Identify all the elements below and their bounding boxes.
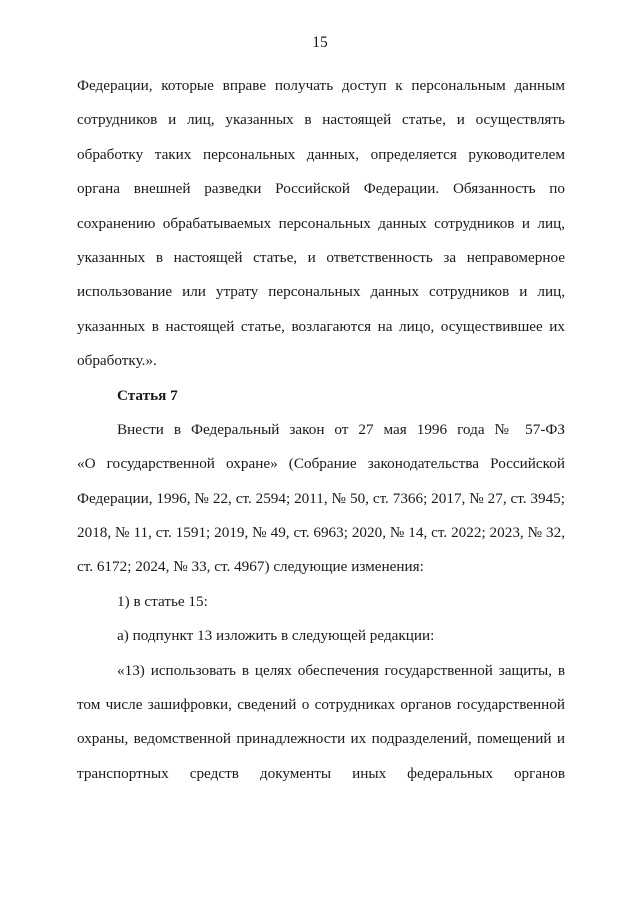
text-line: охраны, ведомственной принадлежности их подразделений, помещений и [77,730,565,748]
document-body [77,69,565,791]
text-line: использование или утрату персональных данных сотрудников и лиц, [77,283,565,301]
text-line: Внести в Федеральный закон от 27 мая 1996 года № 57-ФЗ [117,420,565,438]
text-line: ст. 6172; 2024, № 33, ст. 4967) следующие изменения: [77,558,424,576]
text-line: Федерации, 1996, № 22, ст. 2594; 2011, № 50, ст. 7366; 2017, № 27, ст. 3945; [77,489,565,507]
text-line: «О государственной охране» (Собрание законодательства Российской [77,455,565,473]
text-line: том числе зашифровки, сведений о сотрудниках органов государственной [77,696,565,714]
paragraph-subitem [77,619,565,653]
text-line: указанных в настоящей статье, возлагаются на лицо, осуществившее их [77,317,565,335]
paragraph-amendment-intro [77,413,565,585]
text-line: транспортных средств документы иных федеральных органов [77,764,565,782]
text-line: «13) использовать в целях обеспечения государственной защиты, в [117,661,565,679]
text-line: 2018, № 11, ст. 1591; 2019, № 49, ст. 6963; 2020, № 14, ст. 2022; 2023, № 32, [77,524,565,542]
page-number: 15 [312,34,328,51]
text-line: сотрудников и лиц, указанных в настоящей статье, и осуществлять [77,111,565,129]
text-line: обработку.». [77,352,157,370]
paragraph-continuation [77,69,565,379]
text-line: 1) в статье 15: [117,592,208,610]
text-line: сохранению обрабатываемых персональных данных сотрудников и лиц, [77,214,565,232]
text-line: указанных в настоящей статье, и ответственность за неправомерное [77,248,565,266]
text-line: органа внешней разведки Российской Федерации. Обязанность по [77,180,565,198]
article-heading: Статья 7 [117,386,178,404]
paragraph-item [77,585,565,619]
paragraph-quoted-text [77,654,565,792]
text-line: Федерации, которые вправе получать доступ к персональным данным [77,77,565,94]
text-line: а) подпункт 13 изложить в следующей редакции: [117,627,435,645]
text-line: обработку таких персональных данных, определяется руководителем [77,145,565,163]
